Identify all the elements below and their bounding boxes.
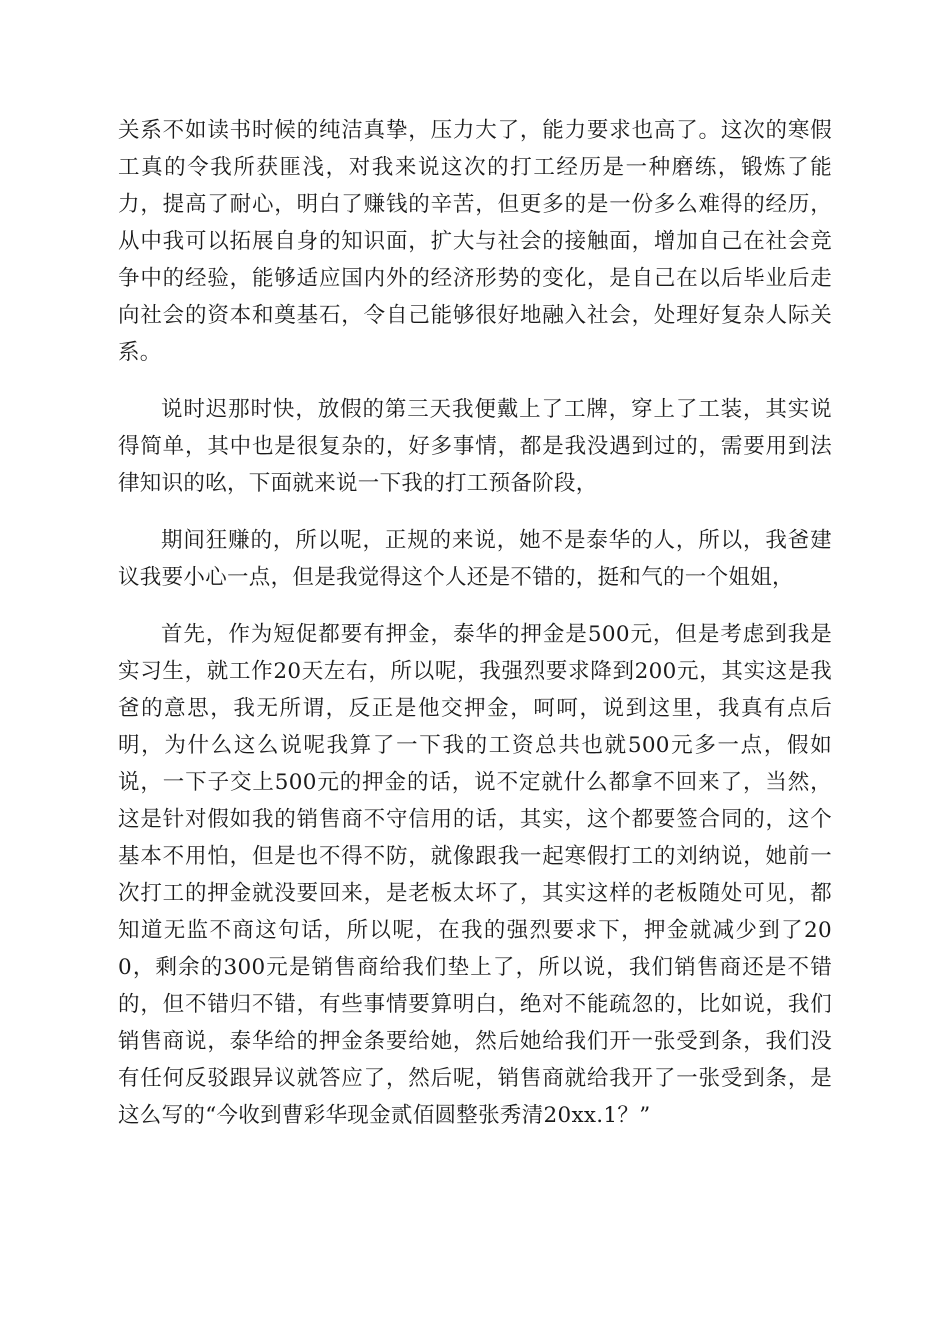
document-body: [118, 112, 832, 1154]
paragraph-deposit: 首先，作为短促都要有押金，泰华的押金是500元，但是考虑到我是实习生，就工作20天左右，所以呢，我强烈要求降到200元，其实这是我爸的意思，我无所谓，反正是他交押金，呵呵，说到这里，我真有点后明，为什么这么说呢我算了一下我的工资总共也就500元多一点，假如说，一下子交上500元的押金的话，说不定就什么都拿不回来了，当然，这是针对假如我的销售商不守信用的话，其实，这个都要签合同的，这个基本不用怕，但是也不得不防，就像跟我一起寒假打工的刘纳说，她前一次打工的押金就没要回来，是老板太坏了，其实这样的老板随处可见，都知道无监不商这句话，所以呢，在我的强烈要求下，押金就减少到了200，剩余的300元是销售商给我们垫上了，所以说，我们销售商还是不错的，但不错归不错，有些事情要算明白，绝对不能疏忽的，比如说，我们销售商说，泰华给的押金条要给她，然后她给我们开一张受到条，我们没有任何反驳跟异议就答应了，然后呢，销售商就给我开了一张受到条，是这么写的“今收到曹彩华现金贰佰圆整张秀清20xx.1？”: [118, 622, 832, 1128]
paragraph-sister-note: 期间狂赚的，所以呢，正规的来说，她不是泰华的人，所以，我爸建议我要小心一点，但是我觉得这个人还是不错的，挺和气的一个姐姐，: [118, 528, 832, 590]
paragraph-continuation: 关系不如读书时候的纯洁真挚，压力大了，能力要求也高了。这次的寒假工真的令我所获匪浅，对我来说这次的打工经历是一种磨练，锻炼了能力，提高了耐心，明白了赚钱的辛苦，但更多的是一份多么难得的经历，从中我可以拓展自身的知识面，扩大与社会的接触面，增加自己在社会竞争中的经验，能够适应国内外的经济形势的变化，是自己在以后毕业后走向社会的资本和奠基石，令自己能够很好地融入社会，处理好复杂人际关系。: [118, 118, 832, 365]
paragraph-start-work: 说时迟那时快，放假的第三天我便戴上了工牌，穿上了工装，其实说得简单，其中也是很复杂的，好多事情，都是我没遇到过的，需要用到法律知识的吆，下面就来说一下我的打工预备阶段，: [118, 397, 832, 496]
